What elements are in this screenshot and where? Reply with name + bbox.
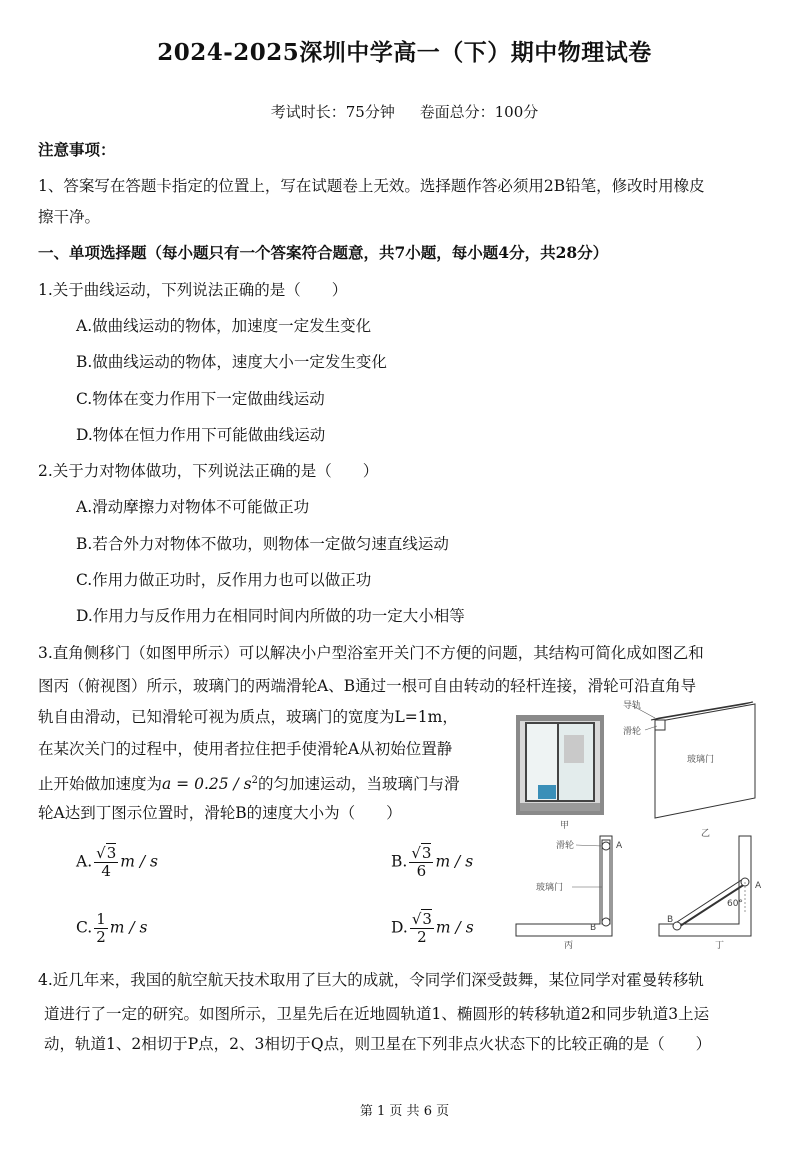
q1-stem: 1.关于曲线运动，下列说法正确的是（ ） [38, 281, 348, 299]
svg-text:丙: 丙 [564, 941, 574, 951]
svg-text:滑轮: 滑轮 [623, 727, 642, 737]
section-heading: 一、单项选择题（每小题只有一个答案符合题意，共7小题，每小题4分，共28分） [38, 243, 609, 262]
q1-option-c: C.物体在变力作用下一定做曲线运动 [76, 390, 325, 408]
page-footer: 第 1 页 共 6 页 [359, 1104, 450, 1119]
svg-text:A: A [755, 881, 762, 891]
svg-text:60°: 60° [727, 899, 743, 909]
figure-bing-diagram [512, 832, 644, 952]
figure-jia-label [560, 818, 576, 832]
q2-stem: 2.关于力对物体做功，下列说法正确的是（ ） [38, 462, 379, 480]
q4-line-2: 道进行了一定的研究。如图所示，卫星先后在近地圆轨道1、椭圆形的转移轨道2和同步轨道3上运 [44, 1005, 710, 1023]
q3-formula-exp: 2 [251, 775, 259, 786]
q2-option-d: D.作用力与反作用力在相同时间内所做的功一定大小相等 [76, 607, 465, 625]
svg-text:玻璃门: 玻璃门 [536, 883, 564, 893]
q3-option-d: D. $\frac{√3}{2}$ m / s [391, 910, 474, 946]
q3-option-b: B. $\frac{√3}{6}$ m / s [391, 844, 474, 880]
q3-line-5-post: 的匀加速运动，当玻璃门与滑 [258, 775, 460, 794]
q3-line-1: 3.直角侧移门（如图甲所示）可以解决小户型浴室开关门不方便的问题，其结构可简化成如图乙和 [38, 644, 704, 662]
q1-option-d: D.物体在恒力作用下可能做曲线运动 [76, 426, 326, 444]
q2-option-c: C.作用力做正功时，反作用力也可以做正功 [76, 571, 372, 589]
exam-time: 考试时长：75分钟 [270, 103, 395, 121]
q4-line-3: 动，轨道1、2相切于P点，2、3相切于Q点，则卫星在下列非点火状态下的比较正确的是（ ） [44, 1035, 712, 1053]
figure-yi-diagram [615, 700, 765, 840]
notice-line-2: 擦干净。 [38, 208, 101, 226]
notice-line-1: 1、答案写在答题卡指定的位置上，写在试题卷上无效。选择题作答必须用2B铅笔，修改时用橡皮 [38, 177, 705, 195]
q2-option-b: B.若合外力对物体不做功，则物体一定做匀速直线运动 [76, 535, 449, 553]
q2-option-a: A.滑动摩擦力对物体不可能做正功 [76, 498, 310, 516]
q1-option-b: B.做曲线运动的物体，速度大小一定发生变化 [76, 353, 387, 371]
q3-option-c: C. $\frac{1}{2}$ m / s [76, 910, 148, 946]
q3-option-a: A. $\frac{√3}{4}$ m / s [76, 844, 158, 880]
figure-ding-diagram [655, 832, 767, 952]
q3-line-3: 轨自由滑动，已知滑轮可视为质点，玻璃门的宽度为L=1m， [38, 708, 458, 726]
q1-option-a: A.做曲线运动的物体，加速度一定发生变化 [76, 317, 372, 335]
svg-text:玻璃门: 玻璃门 [687, 755, 715, 765]
q3-formula: a = 0.25 / s [162, 775, 252, 794]
figure-jia-photo [516, 715, 604, 815]
svg-text:A: A [616, 841, 623, 851]
svg-text:导轨: 导轨 [623, 701, 642, 711]
svg-text:丁: 丁 [715, 941, 725, 951]
q3-line-4: 在某次关门的过程中，使用者拉住把手使滑轮A从初始位置静 [38, 740, 453, 758]
total-score: 卷面总分：100分 [419, 103, 539, 121]
svg-text:滑轮: 滑轮 [556, 841, 575, 851]
q3-line-5 [38, 771, 460, 794]
q4-line-1: 4.近几年来，我国的航空航天技术取用了巨大的成就，令同学们深受鼓舞，某位同学对霍曼转移轨 [38, 971, 704, 989]
page-title: 2024-2025深圳中学高一（下）期中物理试卷 [157, 39, 652, 66]
svg-text:甲: 甲 [560, 821, 570, 831]
q3-line-2: 图丙（俯视图）所示，玻璃门的两端滑轮A、B通过一根可自由转动的轻杆连接，滑轮可沿直角导 [38, 677, 697, 695]
notice-heading: 注意事项： [38, 140, 116, 159]
exam-meta [0, 101, 809, 122]
svg-text:B: B [590, 923, 597, 933]
svg-text:B: B [667, 915, 674, 925]
q3-line-6: 轮A达到丁图示位置时，滑轮B的速度大小为（ ） [38, 804, 402, 822]
q3-line-5-pre: 止开始做加速度为 [38, 775, 163, 794]
svg-text:乙: 乙 [701, 829, 711, 839]
